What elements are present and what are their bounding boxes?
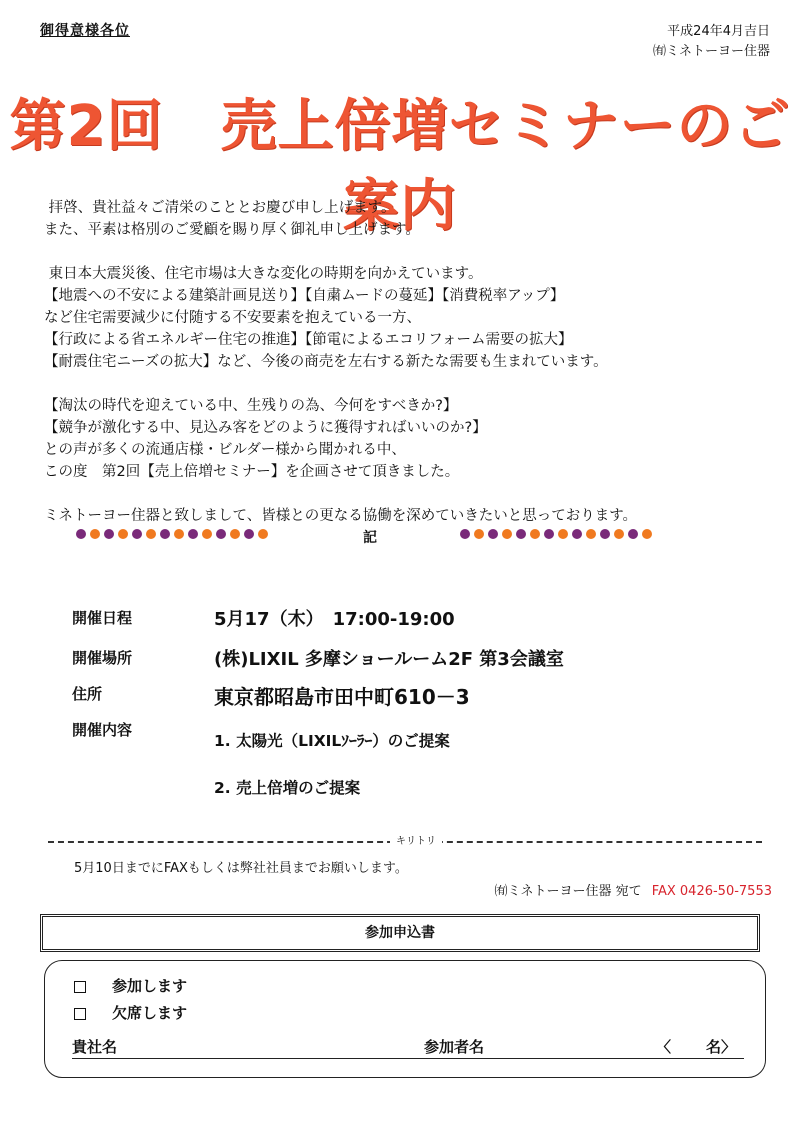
- attend-label: 参加します: [112, 977, 188, 995]
- fax-info: [495, 880, 772, 899]
- body-line: との声が多くの流通店様・ビルダー様から聞かれる中、: [44, 442, 406, 458]
- divider-dot: [600, 529, 610, 539]
- application-title: 参加申込書: [40, 914, 760, 952]
- body-line: [44, 373, 764, 395]
- participant-label: 参加者名: [424, 1038, 485, 1056]
- dot-divider-right: [460, 529, 652, 539]
- divider-dot: [216, 529, 226, 539]
- company-name-label: 貴社名: [72, 1038, 118, 1056]
- venue-value: (株)LIXIL 多摩ショールーム2F 第3会議室: [214, 649, 564, 670]
- body-line: この度 第2回【売上倍増セミナー】を企画させて頂きました。: [44, 464, 460, 480]
- divider-dot: [502, 529, 512, 539]
- address-label: 住所: [72, 685, 103, 703]
- content-item: 1. 太陽光（LIXILｿｰﾗｰ）のご提案: [214, 732, 450, 750]
- divider-dot: [586, 529, 596, 539]
- divider-dot: [174, 529, 184, 539]
- absent-option[interactable]: [74, 1002, 187, 1023]
- divider-dot: [188, 529, 198, 539]
- divider-dot: [258, 529, 268, 539]
- divider-dot: [230, 529, 240, 539]
- date-value: 5月17（木） 17:00-19:00: [214, 609, 455, 630]
- signature-line[interactable]: [72, 1036, 744, 1059]
- content-label: 開催内容: [72, 721, 133, 739]
- deadline-note: 5月10日までにFAXもしくは弊社社員までお願いします。: [74, 861, 408, 876]
- body-line: 【淘汰の時代を迎えている中、生残りの為、今何をすべきか?】: [44, 398, 458, 414]
- cut-label: キリトリ: [390, 832, 442, 847]
- recipient: ㈲ミネトーヨー住器 宛て: [494, 884, 642, 899]
- issue-date: 平成24年4月吉日: [667, 24, 770, 39]
- count-unit: 名〉: [706, 1038, 737, 1056]
- venue-label: 開催場所: [72, 649, 133, 667]
- dot-divider-left: [76, 529, 268, 539]
- body-line: 拝啓、貴社益々ご清栄のこととお慶び申し上げます。: [44, 200, 396, 216]
- issue-info: [653, 22, 770, 62]
- divider-dot: [244, 529, 254, 539]
- body-line: 東日本大震災後、住宅市場は大きな変化の時期を向かえています。: [44, 266, 483, 282]
- address-value: 東京都昭島市田中町610－3: [214, 685, 470, 709]
- page-title: 第2回 売上倍増セミナーのご案内: [9, 94, 791, 239]
- divider-dot: [614, 529, 624, 539]
- count-open: 〈: [656, 1038, 672, 1056]
- divider-dot: [628, 529, 638, 539]
- divider-dot: [516, 529, 526, 539]
- body-line: 【行政による省エネルギー住宅の推進】【節電によるエコリフォーム需要の拡大】: [44, 332, 573, 348]
- body-line: など住宅需要減少に付随する不安要素を抱えている一方、: [44, 310, 421, 326]
- body-line: [44, 241, 764, 263]
- divider-dot: [90, 529, 100, 539]
- date-label: 開催日程: [72, 609, 133, 627]
- divider-dot: [160, 529, 170, 539]
- divider-dot: [544, 529, 554, 539]
- divider-dot: [460, 529, 470, 539]
- ki-mark: 記: [363, 530, 377, 546]
- divider-dot: [572, 529, 582, 539]
- body-line: ミネトーヨー住器と致しまして、皆様との更なる協働を深めていきたいと思っております。: [44, 508, 638, 524]
- addressee: 御得意様各位: [40, 23, 130, 39]
- issuer-company: ㈲ミネトーヨー住器: [652, 44, 770, 59]
- divider-dot: [76, 529, 86, 539]
- divider-dot: [118, 529, 128, 539]
- body-line: また、平素は格別のご愛顧を賜り厚く御礼申し上げます。: [44, 222, 420, 238]
- divider-dot: [474, 529, 484, 539]
- attend-checkbox[interactable]: [74, 981, 86, 993]
- divider-dot: [146, 529, 156, 539]
- body-line: 【耐震住宅ニーズの拡大】など、今後の商売を左右する新たな需要も生まれています。: [44, 354, 608, 370]
- divider-dot: [530, 529, 540, 539]
- body-line: 【地震への不安による建築計画見送り】【自粛ムードの蔓延】【消費税率アップ】: [44, 288, 565, 304]
- divider-dot: [132, 529, 142, 539]
- absent-label: 欠席します: [112, 1004, 188, 1022]
- letter-body: [44, 197, 764, 527]
- divider-dot: [202, 529, 212, 539]
- fax-number: FAX 0426-50-7553: [651, 884, 772, 899]
- body-line: [44, 483, 764, 505]
- content-item: 2. 売上倍増のご提案: [214, 779, 361, 797]
- divider-dot: [642, 529, 652, 539]
- divider-dot: [558, 529, 568, 539]
- body-line: 【競争が激化する中、見込み客をどのように獲得すればいいのか?】: [44, 420, 487, 436]
- divider-dot: [104, 529, 114, 539]
- absent-checkbox[interactable]: [74, 1008, 86, 1020]
- divider-dot: [488, 529, 498, 539]
- attend-option[interactable]: [74, 975, 187, 996]
